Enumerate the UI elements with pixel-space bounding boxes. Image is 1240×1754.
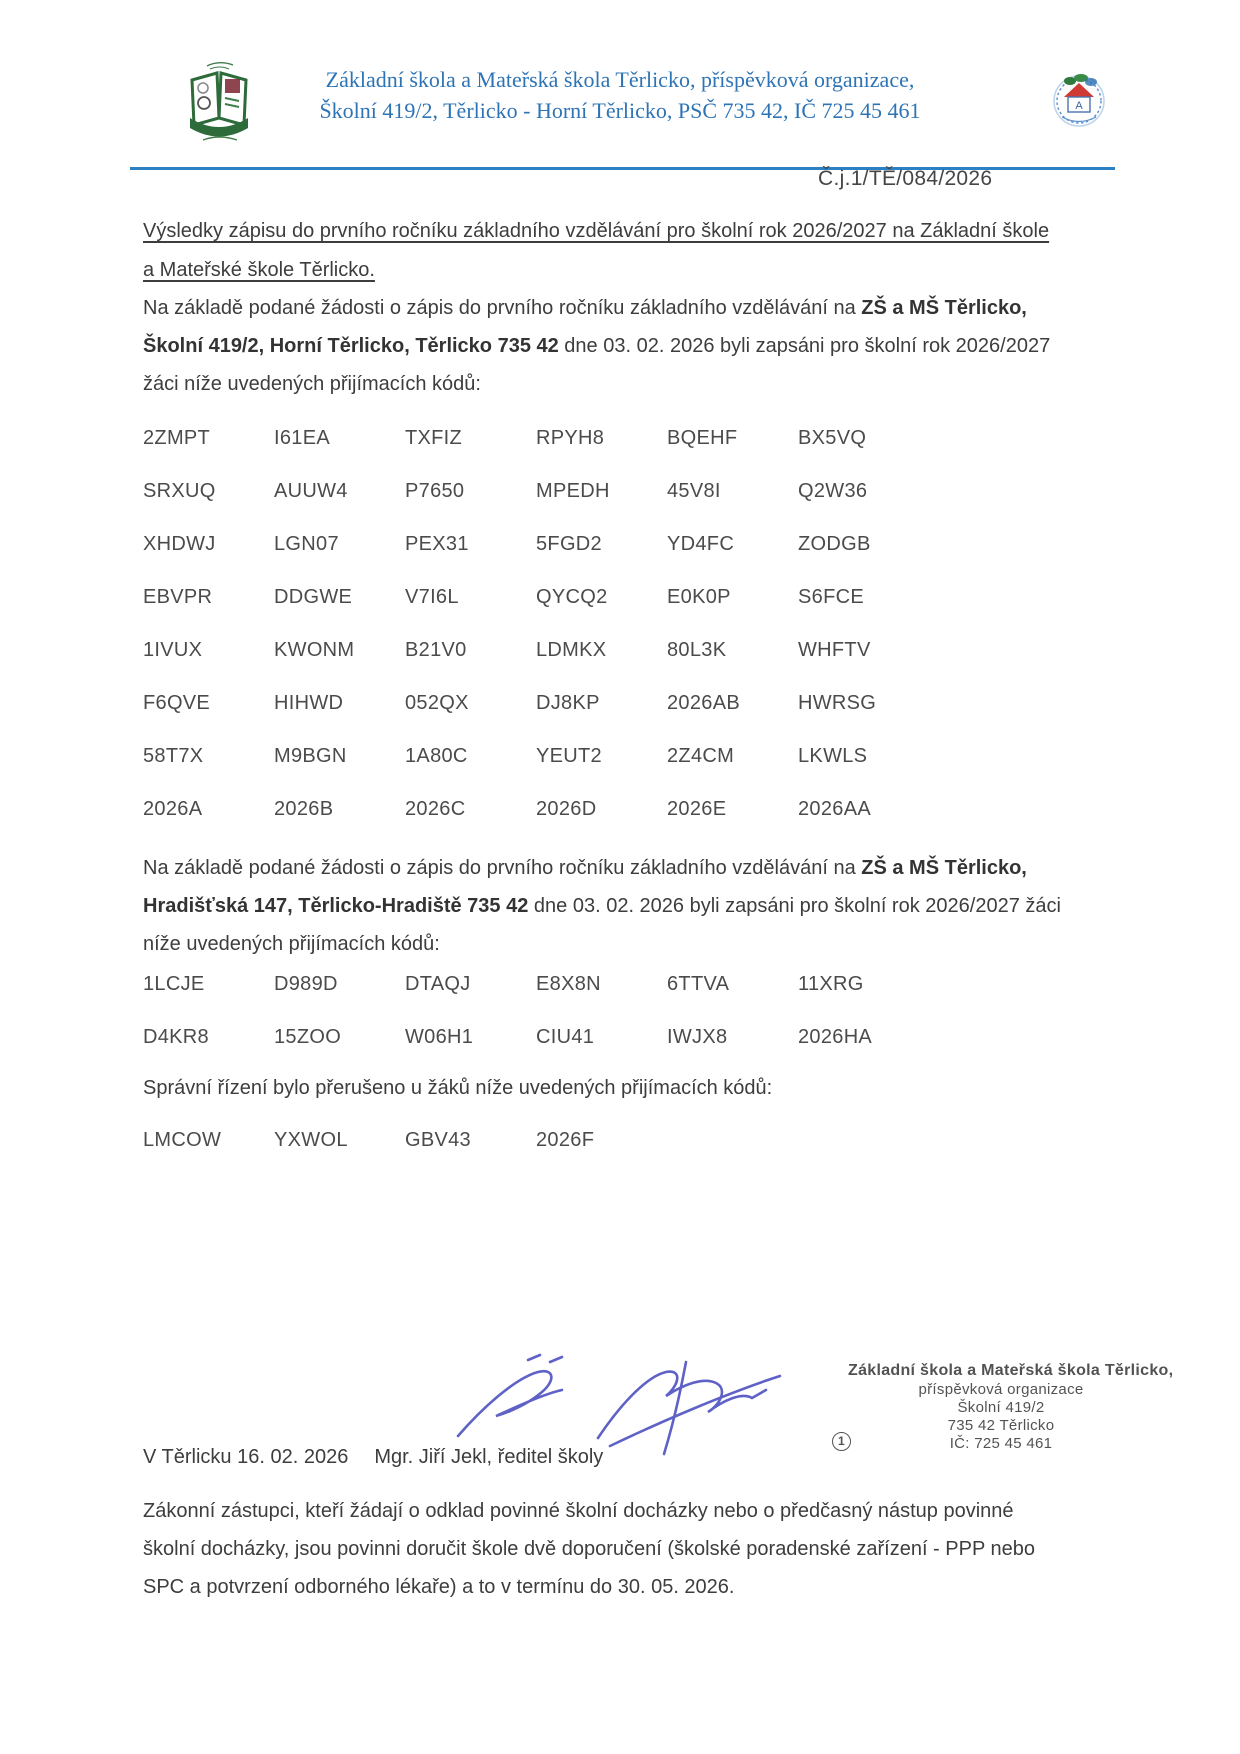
admission-code: 2026D [536,798,597,820]
school-book-logo [183,58,255,155]
admission-code: PEX31 [405,533,469,555]
admission-code: KWONM [274,639,355,661]
admission-code: 2026C [405,798,466,820]
intro-hradiste-date-text: dne 03. 02. 2026 byli zapsáni pro školní rok 2026/2027 žáci [528,895,1061,917]
admission-code: HWRSG [798,692,877,714]
admission-code: IWJX8 [667,1026,728,1048]
admission-code: 2026B [274,798,334,820]
footer-note-line2: školní docházky, jsou povinni doručit škole dvě doporučení (školské poradenské zařízení - PPP nebo [143,1538,1035,1560]
admission-code: 2026E [667,798,727,820]
school-house-logo [1050,70,1114,143]
admission-code: F6QVE [143,692,211,714]
admission-code: Q2W36 [798,480,868,502]
admission-code: 15ZOO [274,1026,342,1048]
admission-code: GBV43 [405,1129,471,1151]
admission-code: P7650 [405,480,465,502]
intro-main-school-name: ZŠ a MŠ Těrlicko, [861,297,1027,319]
admission-code: S6FCE [798,586,864,608]
admission-code: 1A80C [405,745,468,767]
admission-code: LGN07 [274,533,339,555]
admission-code: M9BGN [274,745,347,767]
admission-code: B21V0 [405,639,467,661]
org-name-line2: Školní 419/2, Těrlicko - Horní Těrlicko, PSČ 735 42, IČ 725 45 461 [319,98,921,123]
signature-ink-icon [450,1350,790,1460]
admission-code: LDMKX [536,639,607,661]
admission-code: YXWOL [274,1129,348,1151]
admission-code: W06H1 [405,1026,474,1048]
footer-note-line3: SPC a potvrzení odborného lékaře) a to v termínu do 30. 05. 2026. [143,1576,735,1598]
admission-code: 2Z4CM [667,745,735,767]
admission-code: XHDWJ [143,533,216,555]
admission-code: BQEHF [667,427,738,449]
admission-code: 2026HA [798,1026,873,1048]
header-ref-number: Č.j.1/TĚ/084/2026 [818,167,993,190]
admission-code: HIHWD [274,692,344,714]
admission-code: 5FGD2 [536,533,602,555]
admission-codes-grid-suspended [143,1114,929,1167]
admission-code: 2026AB [667,692,740,714]
admission-code: CIU41 [536,1026,595,1048]
document-title-line2: a Mateřské škole Těrlicko. [143,259,375,281]
admission-code: QYCQ2 [536,586,608,608]
svg-text:A: A [1075,100,1083,112]
admission-code: BX5VQ [798,427,867,449]
admission-code: 052QX [405,692,469,714]
admission-code: 2026AA [798,798,871,820]
intro-main-closing: žáci níže uvedených přijímacích kódů: [143,373,481,395]
admission-code: E8X8N [536,973,601,995]
paragraph-footer-note [143,1492,1128,1606]
stamp-org-type: příspěvková organizace [918,1381,1084,1398]
suspended-intro-text: Správní řízení bylo přerušeno u žáků níže uvedených přijímacích kódů: [143,1077,773,1099]
admission-code: D4KR8 [143,1026,209,1048]
admission-code: RPYH8 [536,427,605,449]
admission-code: SRXUQ [143,480,216,502]
admission-code: WHFTV [798,639,871,661]
intro-main-text: Na základě podané žádosti o zápis do prvního ročníku základního vzdělávání na [143,297,862,319]
intro-hradiste-text: Na základě podané žádosti o zápis do prvního ročníku základního vzdělávání na [143,857,862,879]
open-book-emblem-icon [183,58,255,150]
paragraph-suspended-intro [143,1074,1128,1102]
stamp-street: Školní 419/2 [957,1399,1045,1416]
document-title [143,212,1123,290]
admission-code: D989D [274,973,338,995]
org-name-line1: Základní škola a Mateřská škola Těrlicko, příspěvková organizace, [325,67,915,92]
admission-codes-grid-main [143,412,929,836]
admission-code: 45V8I [667,480,721,502]
school-stamp [838,1360,1174,1453]
admission-code: YD4FC [667,533,735,555]
admission-code: V7I6L [405,586,459,608]
admission-codes-grid-hradiste [143,958,929,1064]
footer-note-line1: Zákonní zástupci, kteří žádají o odklad povinné školní docházky nebo o předčasný nástup povinné [143,1500,1014,1522]
intro-hradiste-closing: níže uvedených přijímacích kódů: [143,933,440,955]
admission-code: 2026F [536,1129,595,1151]
intro-hradiste-school-name: ZŠ a MŠ Těrlicko, [861,857,1027,879]
admission-code: LMCOW [143,1129,222,1151]
admission-code: AUUW4 [274,480,348,502]
admission-code: LKWLS [798,745,868,767]
place-date-text: V Těrlicku 16. 02. 2026 [143,1446,349,1468]
admission-code: DTAQJ [405,973,471,995]
admission-code: YEUT2 [536,745,602,767]
admission-code: DJ8KP [536,692,600,714]
admission-code: 80L3K [667,639,727,661]
admission-code: EBVPR [143,586,213,608]
admission-code: 1IVUX [143,639,203,661]
admission-code: 11XRG [798,973,864,995]
stamp-city: 735 42 Těrlicko [947,1417,1055,1434]
admission-code: MPEDH [536,480,610,502]
admission-code: DDGWE [274,586,353,608]
intro-main-school-address: Školní 419/2, Horní Těrlicko, Těrlicko 735 42 [143,335,559,357]
admission-code: 58T7X [143,745,204,767]
intro-main-date-text: dne 03. 02. 2026 byli zapsáni pro školní rok 2026/2027 [558,335,1051,357]
paragraph-intro-hradiste [143,849,1128,963]
stamp-org-name: Základní škola a Mateřská škola Těrlicko, [848,1362,1174,1379]
admission-code: 6TTVA [667,973,730,995]
admission-code: 1LCJE [143,973,205,995]
header-org-name [250,64,990,126]
admission-code: E0K0P [667,586,731,608]
date-and-signer-line [143,1446,603,1469]
stamp-ic: IČ: 725 45 461 [949,1435,1053,1452]
paragraph-intro-main [143,289,1128,403]
intro-hradiste-school-address: Hradišťská 147, Těrlicko-Hradiště 735 42 [143,895,529,917]
admission-code: 2026A [143,798,203,820]
admission-code: 2ZMPT [143,427,211,449]
house-emblem-icon [1050,70,1114,138]
admission-code: ZODGB [798,533,871,555]
admission-code: I61EA [274,427,330,449]
stamp-number-badge: 1 [832,1432,851,1451]
signer-name-text: Mgr. Jiří Jekl, ředitel školy [374,1446,604,1468]
admission-code: TXFIZ [405,427,463,449]
document-title-line1: Výsledky zápisu do prvního ročníku základního vzdělávání pro školní rok 2026/2027 na Základní škole [143,220,1050,242]
